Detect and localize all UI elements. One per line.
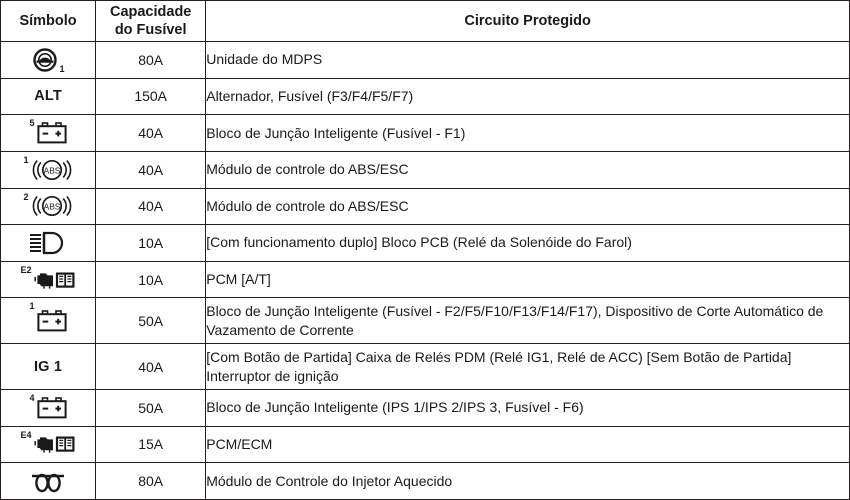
- symbol-text-label: IG 1: [33, 358, 63, 375]
- abs-icon: [31, 193, 73, 219]
- symbol-wrapper: [1, 79, 95, 115]
- cell-protected-circuit: Unidade do MDPS: [206, 42, 850, 79]
- cell-protected-circuit: Bloco de Junção Inteligente (Fusível - F1): [206, 115, 850, 152]
- table-row: [1, 426, 850, 463]
- symbol-wrapper: [1, 463, 95, 499]
- headlight-low-beam-icon: [26, 230, 70, 256]
- cell-symbol: [1, 390, 96, 427]
- cell-fuse-capacity: 40A: [96, 344, 206, 390]
- table-header: [1, 1, 850, 42]
- table-row: [1, 463, 850, 500]
- symbol-index-label: E2: [20, 264, 32, 275]
- cell-fuse-capacity: 50A: [96, 390, 206, 427]
- cell-fuse-capacity: 40A: [96, 188, 206, 225]
- symbol-wrapper: [1, 189, 95, 225]
- cell-protected-circuit: PCM [A/T]: [206, 261, 850, 298]
- symbol-wrapper: [1, 115, 95, 151]
- svg-text:ABS: ABS: [43, 165, 60, 176]
- column-header-symbol: Símbolo: [1, 1, 96, 42]
- column-header-circuit: Circuito Protegido: [206, 1, 850, 42]
- column-header-capacity-line2: do Fusível: [114, 22, 187, 38]
- table-row: [1, 298, 850, 344]
- cell-fuse-capacity: 50A: [96, 298, 206, 344]
- engine-ecu-icon: [34, 433, 76, 455]
- column-header-capacity: [96, 1, 206, 42]
- mdps-steering-icon: [32, 47, 58, 73]
- table-row: [1, 390, 850, 427]
- cell-fuse-capacity: 10A: [96, 261, 206, 298]
- cell-protected-circuit: Alternador, Fusível (F3/F4/F5/F7): [206, 78, 850, 115]
- table-body: [1, 42, 850, 500]
- cell-symbol: [1, 261, 96, 298]
- cell-protected-circuit: [Com funcionamento duplo] Bloco PCB (Relé da Solenóide do Farol): [206, 225, 850, 262]
- battery-icon: [37, 310, 67, 332]
- cell-symbol: [1, 188, 96, 225]
- symbol-index-label: 1: [23, 154, 29, 165]
- table-row: [1, 261, 850, 298]
- symbol-index-label: 1: [59, 63, 65, 74]
- symbol-wrapper: [1, 225, 95, 261]
- cell-fuse-capacity: 40A: [96, 115, 206, 152]
- symbol-wrapper: [1, 427, 95, 463]
- cell-fuse-capacity: 80A: [96, 463, 206, 500]
- symbol-wrapper: [1, 344, 95, 389]
- cell-fuse-capacity: 150A: [96, 78, 206, 115]
- table-row: [1, 344, 850, 390]
- cell-protected-circuit: Módulo de Controle do Injetor Aquecido: [206, 463, 850, 500]
- cell-protected-circuit: [Com Botão de Partida] Caixa de Relés PDM (Relé IG1, Relé de ACC) [Sem Botão de Partida] Interruptor de ignição: [206, 344, 850, 390]
- symbol-wrapper: [1, 262, 95, 298]
- table-row: [1, 188, 850, 225]
- cell-protected-circuit: Bloco de Junção Inteligente (IPS 1/IPS 2/IPS 3, Fusível - F6): [206, 390, 850, 427]
- cell-symbol: [1, 151, 96, 188]
- table-row: [1, 151, 850, 188]
- cell-symbol: [1, 463, 96, 500]
- table-row: [1, 42, 850, 79]
- cell-protected-circuit: PCM/ECM: [206, 426, 850, 463]
- table-row: [1, 78, 850, 115]
- cell-fuse-capacity: 80A: [96, 42, 206, 79]
- cell-symbol: [1, 344, 96, 390]
- cell-protected-circuit: Módulo de controle do ABS/ESC: [206, 188, 850, 225]
- table-row: [1, 225, 850, 262]
- symbol-wrapper: [1, 152, 95, 188]
- table-row: [1, 115, 850, 152]
- symbol-wrapper: [1, 298, 95, 343]
- heated-injector-icon: [26, 468, 70, 494]
- symbol-index-label: 1: [29, 301, 35, 312]
- symbol-index-label: E4: [20, 429, 32, 440]
- header-row: [1, 1, 850, 42]
- symbol-text-label: ALT: [34, 88, 62, 105]
- cell-symbol: [1, 225, 96, 262]
- cell-symbol: [1, 426, 96, 463]
- symbol-wrapper: [1, 42, 95, 78]
- svg-text:ABS: ABS: [43, 201, 60, 212]
- cell-protected-circuit: Módulo de controle do ABS/ESC: [206, 151, 850, 188]
- cell-fuse-capacity: 15A: [96, 426, 206, 463]
- cell-fuse-capacity: 10A: [96, 225, 206, 262]
- cell-symbol: [1, 298, 96, 344]
- symbol-index-label: 2: [23, 191, 29, 202]
- column-header-capacity-line1: Capacidade: [109, 3, 192, 20]
- symbol-index-label: 4: [29, 393, 35, 404]
- cell-fuse-capacity: 40A: [96, 151, 206, 188]
- cell-symbol: [1, 115, 96, 152]
- engine-ecu-icon: [34, 269, 76, 291]
- battery-icon: [37, 397, 67, 419]
- cell-protected-circuit: Bloco de Junção Inteligente (Fusível - F2/F5/F10/F13/F14/F17), Dispositivo de Corte Automático de Vazamento de Corrente: [206, 298, 850, 344]
- cell-symbol: [1, 78, 96, 115]
- symbol-wrapper: [1, 390, 95, 426]
- cell-symbol: [1, 42, 96, 79]
- symbol-index-label: 5: [29, 118, 35, 129]
- abs-icon: [31, 157, 73, 183]
- battery-icon: [37, 122, 67, 144]
